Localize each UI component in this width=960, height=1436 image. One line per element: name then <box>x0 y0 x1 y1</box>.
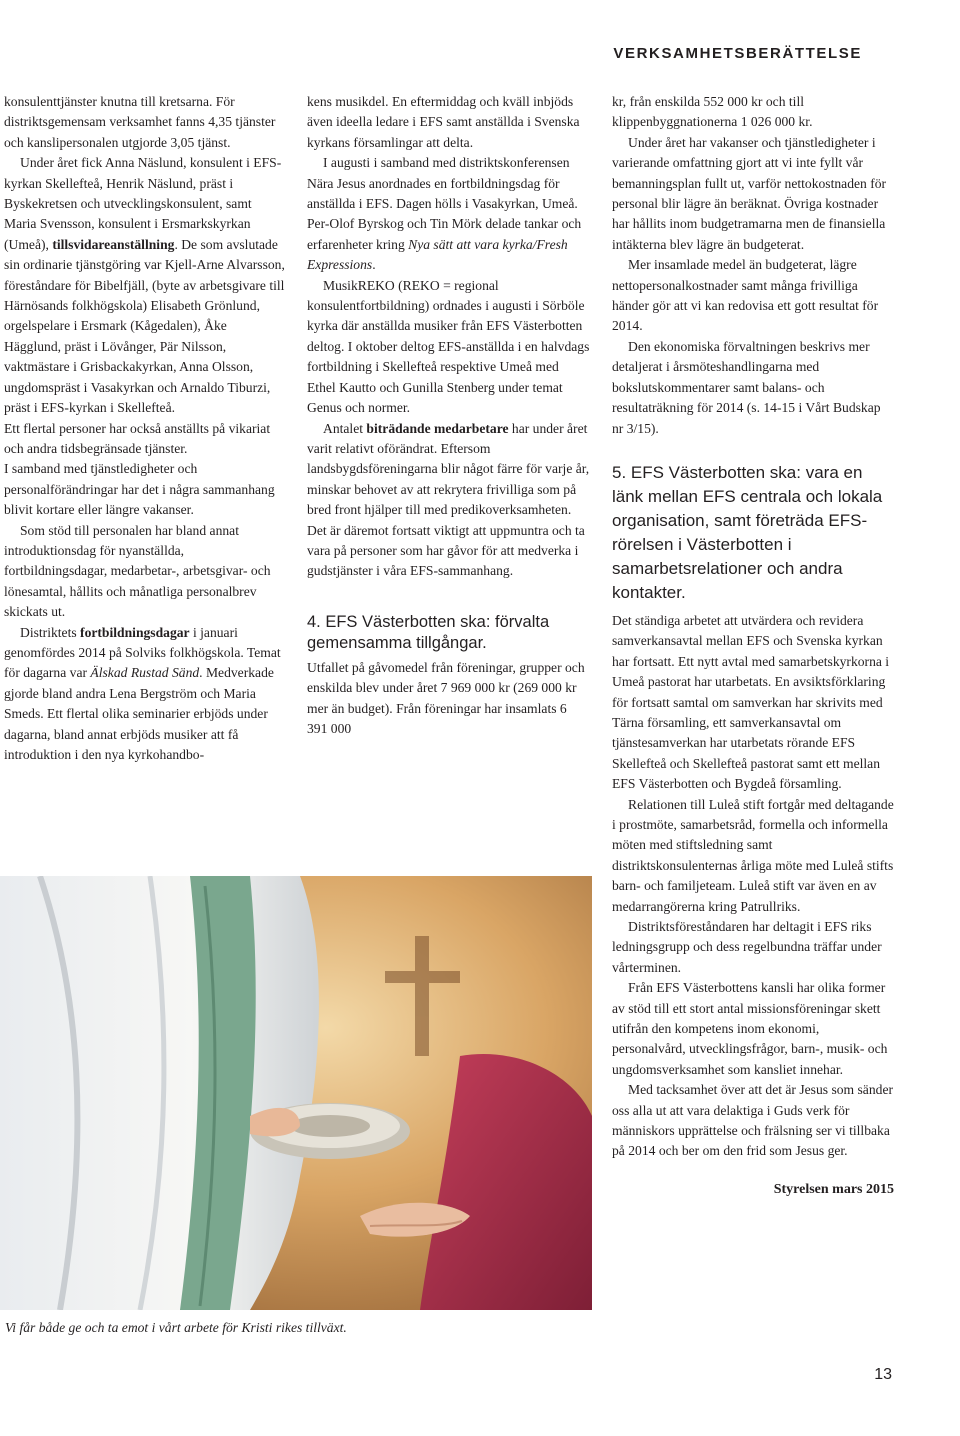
section-heading-4: 4. EFS Västerbotten ska: förvalta gemensamma tillgångar. <box>307 612 550 652</box>
paragraph <box>307 153 590 275</box>
italic-term: Nya sätt att vara kyrka/Fresh Expressions <box>307 236 568 273</box>
paragraph: konsulenttjänster knutna till kretsarna. För distriktsgemensam verksamhet fanns 4,35 tjänster och kanslipersonalen utgjorde 3,05 tjänst. <box>4 94 276 150</box>
column-2 <box>307 92 590 739</box>
text-run: har under året varit relativt oförändrat. Eftersom landsbygdsföreningarna blir något färre för varje år, minskar behovet av att rekrytera frivilliga som på bred front hjälper till med predikoverksamheten. Det är däremot fortsatt viktigt att uppmuntra och ta vara på personer som har gåvor för att medverka i gudstjänster i våra EFS-sammanhang. <box>307 420 590 579</box>
paragraph: Som stöd till personalen har bland annat introduktionsdag för nyanställda, fortbildningsdagar, medarbetar-, arbetsgivar- och lönesamtal, hållits och månatliga personalbrev skickats ut. <box>4 522 271 620</box>
text-run: Antalet <box>323 420 367 436</box>
signature: Styrelsen mars 2015 <box>773 1181 894 1197</box>
column-3 <box>612 92 894 1200</box>
paragraph <box>4 623 286 766</box>
section-header: VERKSAMHETSBERÄTTELSE <box>613 45 862 62</box>
paragraph: Distriktsföreståndaren har deltagit i EFS riks ledningsgrupp och dess regelbundna träffar under vårterminen. <box>612 919 882 975</box>
paragraph: MusikREKO (REKO = regional konsulentfortbildning) ordnades i augusti i Sörböle kyrka där anställda musiker från EFS Västerbotten deltog. I oktober deltog EFS-anställda i en halvdags fortbildning i Skellefteå respektive Umeå med Ethel Kautto och Gunilla Stenberg under temat Genus och normer. <box>307 277 590 416</box>
text-run: Distriktets <box>20 624 81 640</box>
paragraph: Från EFS Västerbottens kansli har olika former av stöd till ett stort antal missionsföreningar skett utifrån den kompetens inom ekonomi, personalvård, utvecklingsfrågor, barn-, musik- och ungdomsverksamhet som kansliet innehar. <box>612 980 888 1077</box>
text-run: I augusti i samband med distriktskonferensen Nära Jesus anordnades en fortbildningsdag för anställda i EFS. Dagen hölls i Vasakyrkan, Umeå. Per-Olof Byrskog och Tin Mörk delade tankar och erfarenheter kring <box>307 155 582 252</box>
paragraph: kens musikdel. En eftermiddag och kväll inbjöds även ideella ledare i EFS samt anställda i Svenska kyrkans församlingar att delta. <box>307 94 580 150</box>
paragraph: Den ekonomiska förvaltningen beskrivs mer detaljerat i årsmöteshandlingarna med bokslutskommentarer samt balans- och resultaträkning för 2014 (s. 14-15 i Vårt Budskap nr 3/15). <box>612 338 881 436</box>
text-run: . <box>372 257 376 273</box>
text-run: . De som avslutade sin ordinarie tjänstgöring var Kjell-Arne Alvarsson, föreståndare för Bibelfjäll, (byte av arbetsgivare till Härnösands folkhögskola) Elisabeth Grönlund, orgelspelare i Ersmark (Kågedalen), Åke Hägglund, präst i Lövånger, Pär Nilsson, vaktmästare i Grisbackakyrkan, Anna Olsson, ungdomspräst i Vasakyrkan och Arnaldo Tiburzi, präst i EFS-kyrkan i Skellefteå. <box>4 236 285 416</box>
paragraph: Med tacksamhet över att det är Jesus som sänder oss alla ut att vara delaktiga i Guds verk för människors upprättelse och frälsning ser vi tillbaka på 2014 och ber om den frid som Jesus ger. <box>612 1082 893 1159</box>
column-1 <box>4 92 286 765</box>
photo-caption: Vi får både ge och ta emot i vårt arbete för Kristi rikes tillväxt. <box>5 1320 347 1335</box>
paragraph: Utfallet på gåvomedel från föreningar, grupper och enskilda blev under året 7 969 000 kr (269 000 kr mer än budget). Från föreningar har insamlats 6 391 000 <box>307 659 585 736</box>
page-number: 13 <box>874 1366 892 1383</box>
bold-term: fortbildningsdagar <box>80 624 190 640</box>
paragraph: Det ständiga arbetet att utvärdera och revidera samverkansavtal mellan EFS och Svenska kyrkan har fortsatt. Ett nytt avtal med samarbetskyrkorna i Umeå pastorat har utarbetats. En avsiktsförklaring för fortsatt samtal om samverkan har skrivits med Tärna församling, ett samverkansavtal om tjänstesamverkan har utarbetats rörande EFS Skellefteå och Skellefteå pastorat samt ett mellan EFS Västerbotten och Bygdeå församling. <box>612 612 890 792</box>
paragraph: Under året har vakanser och tjänstledigheter i varierande omfattning gjort att vi inte fyllt vår bemanningsplan fullt ut, varför nettokostnaden för personal blir lägre än beräknat. Övriga kostnader har hållits inom budgetramarna men de finansiella intäkterna blev lägre än budgeterat. <box>612 134 887 252</box>
paragraph: I samband med tjänstledigheter och personalförändringar har det i några sammanhang blivit kortare eller längre vakanser. <box>4 461 275 518</box>
paragraph: Ett flertal personer har också anställts på vikariat och andra tidsbegränsade tjänster. <box>4 420 271 456</box>
paragraph <box>307 419 590 582</box>
paragraph: Mer insamlade medel än budgeterat, lägre nettopersonalkostnader samt många frivilliga händer gör att vi kan redovisa ett gott resultat för 2014. <box>612 257 879 334</box>
bold-term: tillsvidareanställning <box>52 236 175 252</box>
text-run: Under året fick Anna Näslund, konsulent i EFS-kyrkan Skellefteå, Henrik Näslund, präst i Byskekretsen och utvecklingskonsulent, samt Maria Svensson, konsulent i Ersmarkskyrkan (Umeå), <box>4 155 282 252</box>
text-run: . Medverkade gjorde bland andra Lena Bergström och Maria Smeds. Ett flertal olika seminarier erbjöds under dagarna, bland annat erbjöds musiker att få introduktion i den nya kyrkohandbo- <box>4 665 274 762</box>
paragraph <box>4 153 286 418</box>
section-heading-5: 5. EFS Västerbotten ska: vara en länk mellan EFS centrala och lokala organisation, samt företräda EFS-rörelsen i Västerbotten i samarbetsrelationer och andra kontakter. <box>612 462 883 602</box>
text-run: i januari genomfördes 2014 på Solviks folkhögskola. Temat för dagarna var <box>4 624 281 681</box>
italic-term: Älskad Rustad Sänd <box>90 665 200 681</box>
photo-illustration <box>0 876 592 1310</box>
paragraph: Relationen till Luleå stift fortgår med deltagande i prostmöte, samarbetsråd, formella och informella möten med stiftsledning samt distriktskonsulenternas årliga möte med Luleå stifts barn- och familjeteam. Luleå stift var även en av medarrangörerna kring Patrullriks. <box>612 796 894 914</box>
paragraph: kr, från enskilda 552 000 kr och till klippenbyggnationerna 1 026 000 kr. <box>612 94 813 130</box>
communion-photo <box>0 876 592 1310</box>
bold-term: biträdande medarbetare <box>366 420 509 436</box>
